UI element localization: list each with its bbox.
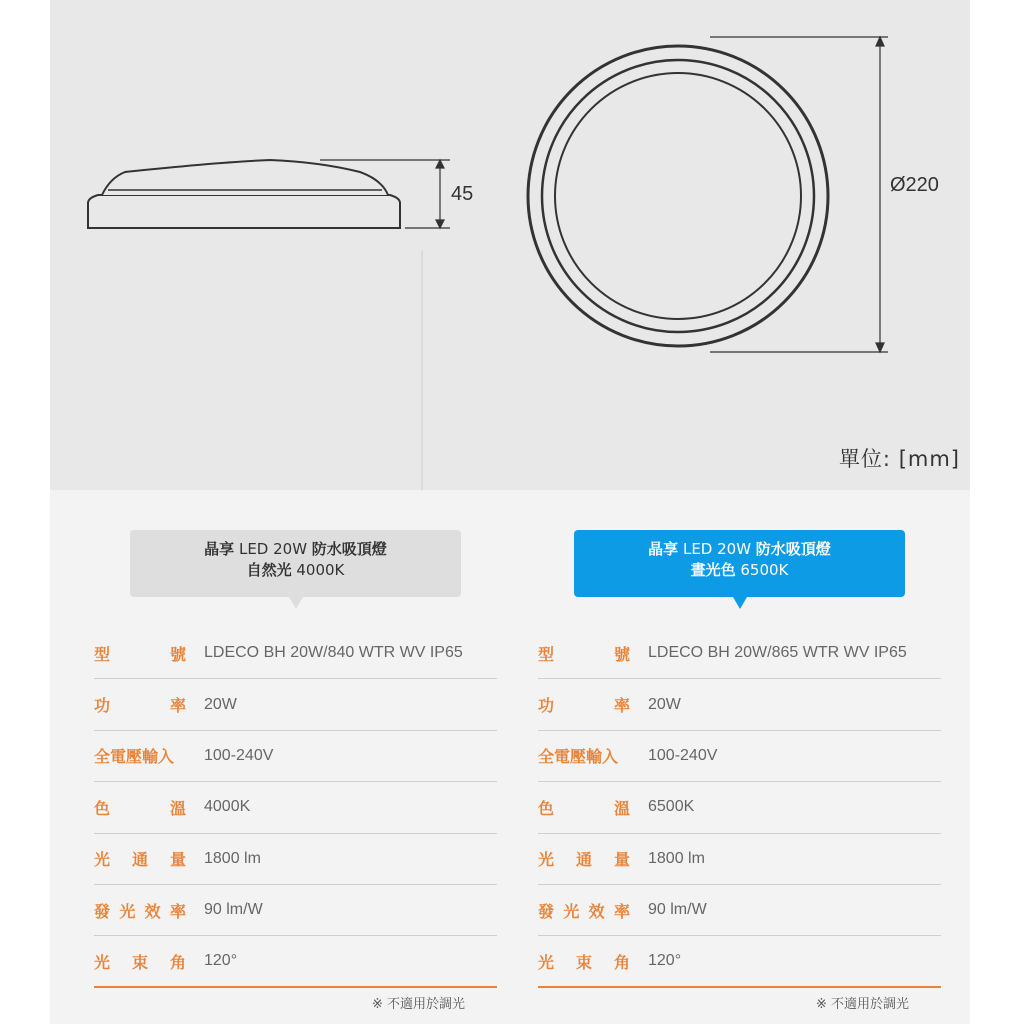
spec-label <box>538 642 648 665</box>
spec-label-char: 量 <box>169 850 186 870</box>
product-badge-6500k <box>574 530 905 597</box>
spec-label-char: 通 <box>131 850 148 870</box>
spec-row <box>538 936 941 987</box>
spec-label-char: 量 <box>613 850 630 870</box>
spec-label <box>94 693 204 716</box>
spec-row <box>94 885 497 936</box>
badge-title: 晶享 LED 20W 防水吸頂燈 <box>648 540 831 558</box>
spec-label-char: 全電壓輸入 <box>94 747 175 767</box>
diameter-dimension-label: Ø220 <box>890 174 939 196</box>
spec-label <box>94 796 204 819</box>
height-dimension-label: 45 <box>451 183 474 205</box>
product-badge-4000k <box>130 530 461 597</box>
spec-label-char: 溫 <box>613 798 630 818</box>
side-view-base <box>88 195 400 228</box>
spec-label-char: 號 <box>169 644 186 664</box>
spec-label-char: 光 <box>538 850 555 870</box>
spec-label-char: 率 <box>613 696 630 716</box>
spec-label <box>538 796 648 819</box>
spec-label-char: 光 <box>94 850 111 870</box>
spec-label-char: 型 <box>94 644 111 664</box>
spec-row <box>538 834 941 885</box>
spec-label-char: 功 <box>538 696 555 716</box>
dimension-diagram <box>50 0 970 490</box>
top-view-inner-ring <box>555 73 801 319</box>
spec-value: 90 lm/W <box>204 901 263 919</box>
lamp-drawing <box>50 0 970 490</box>
spec-row <box>538 782 941 833</box>
spec-table-4000k <box>94 628 497 988</box>
spec-value: LDECO BH 20W/865 WTR WV IP65 <box>648 644 907 662</box>
unit-label: 單位: [mm] <box>838 447 960 471</box>
spec-value: 90 lm/W <box>648 901 707 919</box>
spec-label-char: 色 <box>538 798 555 818</box>
spec-label <box>538 847 648 870</box>
spec-label-char: 號 <box>613 644 630 664</box>
spec-label <box>94 744 204 767</box>
top-view <box>528 46 828 346</box>
badge-title: 晶享 LED 20W 防水吸頂燈 <box>204 540 387 558</box>
spec-label-char: 束 <box>131 952 148 972</box>
spec-row <box>538 628 941 679</box>
spec-value: 120° <box>648 952 682 970</box>
spec-value: 120° <box>204 952 238 970</box>
badge-subtitle: 自然光 4000K <box>246 561 345 579</box>
top-view-mid-ring <box>542 60 814 332</box>
spec-value: 20W <box>204 695 237 713</box>
side-view <box>88 160 400 228</box>
spec-label-char: 全電壓輸入 <box>538 747 619 767</box>
spec-value: 4000K <box>204 798 251 816</box>
spec-label-char: 通 <box>575 850 592 870</box>
spec-value: 100-240V <box>204 746 274 764</box>
spec-label-char: 光 <box>538 952 555 972</box>
spec-label-char: 束 <box>575 952 592 972</box>
spec-label <box>94 899 204 922</box>
spec-label-char: 溫 <box>169 798 186 818</box>
spec-label <box>538 693 648 716</box>
badge-subtitle: 晝光色 6500K <box>690 561 789 579</box>
spec-table-6500k <box>538 628 941 988</box>
spec-value: 20W <box>648 695 681 713</box>
spec-row <box>94 731 497 782</box>
footnote-6500k: ※ 不適用於調光 <box>816 997 910 1012</box>
top-view-outer-ring <box>528 46 828 346</box>
spec-label <box>538 744 648 767</box>
spec-value: 100-240V <box>648 746 718 764</box>
spec-label-char: 型 <box>538 644 555 664</box>
spec-value: 6500K <box>648 798 695 816</box>
spec-label-char: 率 <box>169 901 186 921</box>
spec-row <box>94 834 497 885</box>
spec-row <box>538 731 941 782</box>
spec-label-char: 功 <box>94 696 111 716</box>
spec-row <box>538 679 941 730</box>
spec-label-char: 角 <box>613 952 630 972</box>
spec-label-char: 率 <box>613 901 630 921</box>
spec-value: LDECO BH 20W/840 WTR WV IP65 <box>204 644 463 662</box>
spec-label-char: 發 <box>94 901 111 921</box>
spec-label-char: 率 <box>169 696 186 716</box>
spec-label-char: 效 <box>588 901 605 921</box>
spec-label-char: 光 <box>119 901 136 921</box>
spec-label-char: 光 <box>94 952 111 972</box>
spec-value: 1800 lm <box>204 849 261 867</box>
spec-label <box>94 642 204 665</box>
spec-row <box>94 679 497 730</box>
spec-row <box>538 885 941 936</box>
spec-label <box>94 950 204 973</box>
spec-label-char: 效 <box>144 901 161 921</box>
spec-label-char: 色 <box>94 798 111 818</box>
spec-row <box>94 936 497 987</box>
spec-label <box>538 950 648 973</box>
spec-row <box>94 628 497 679</box>
footnote-4000k: ※ 不適用於調光 <box>372 997 466 1012</box>
spec-value: 1800 lm <box>648 849 705 867</box>
spec-label <box>538 899 648 922</box>
spec-row <box>94 782 497 833</box>
spec-label-char: 角 <box>169 952 186 972</box>
spec-label <box>94 847 204 870</box>
spec-label-char: 光 <box>563 901 580 921</box>
spec-label-char: 發 <box>538 901 555 921</box>
